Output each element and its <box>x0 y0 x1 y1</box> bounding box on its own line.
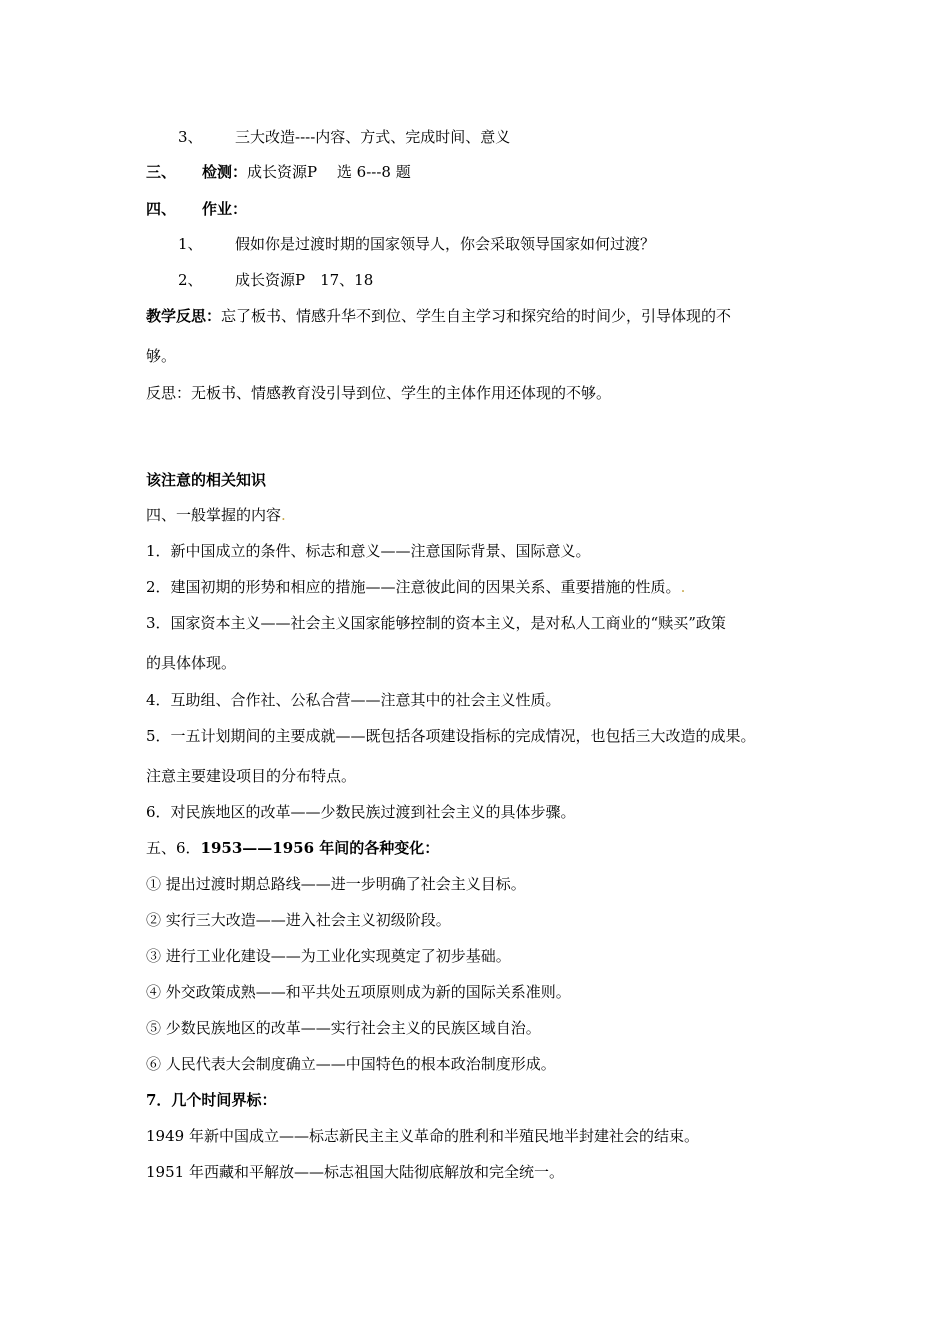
knowledge-item-6: 6．对民族地区的改革——少数民族过渡到社会主义的具体步骤。 <box>146 803 576 821</box>
knowledge-item-2-text: 2．建国初期的形势和相应的措施——注意彼此间的因果关系、重要措施的性质。 <box>146 578 681 596</box>
change-item-5: ⑤ 少数民族地区的改革——实行社会主义的民族区域自治。 <box>146 1019 541 1037</box>
item-text: 假如你是过渡时期的国家领导人，你会采取领导国家如何过渡？ <box>235 235 656 253</box>
change-item-3: ③ 进行工业化建设——为工业化实现奠定了初步基础。 <box>146 947 511 965</box>
homework-item-1 <box>178 234 655 254</box>
general-content <box>146 505 286 525</box>
item-number: 1、 <box>178 235 203 253</box>
stray-mark: . <box>680 578 686 596</box>
knowledge-item-3-cont: 的具体体现。 <box>146 654 237 672</box>
homework-item-2 <box>178 270 373 290</box>
general-content-text: 四、一般掌握的内容 <box>146 506 282 524</box>
section-label: 作业： <box>202 200 248 218</box>
change-item-1: ① 提出过渡时期总路线——进一步明确了社会主义目标。 <box>146 875 526 893</box>
section-text: 成长资源P 选 6---8 题 <box>247 163 411 181</box>
time-markers-heading: 7．几个时间界标： <box>146 1091 277 1109</box>
item-number: 3、 <box>178 128 203 146</box>
reflection-label: 教学反思： <box>146 307 222 325</box>
reflection-2: 反思：无板书、情感教育没引导到位、学生的主体作用还体现的不够。 <box>146 384 612 402</box>
knowledge-heading: 该注意的相关知识 <box>146 471 267 489</box>
changes-heading <box>146 838 439 858</box>
item-text: 成长资源P 17、18 <box>235 271 374 289</box>
section-label: 检测： <box>202 163 248 181</box>
time-marker-1: 1949 年新中国成立——标志新民主主义革命的胜利和半殖民地半封建社会的结束。 <box>146 1127 699 1145</box>
stray-mark: . <box>281 506 286 524</box>
section-number: 三、 <box>146 163 177 181</box>
time-marker-2: 1951 年西藏和平解放——标志祖国大陆彻底解放和完全统一。 <box>146 1163 564 1181</box>
knowledge-item-1: 1．新中国成立的条件、标志和意义——注意国际背景、国际意义。 <box>146 542 591 560</box>
section-number: 四、 <box>146 200 177 218</box>
knowledge-item-2 <box>146 577 685 597</box>
section-test <box>146 162 411 182</box>
knowledge-item-3: 3．国家资本主义——社会主义国家能够控制的资本主义，是对私人工商业的“赎买”政策 <box>146 614 726 632</box>
change-item-4: ④ 外交政策成熟——和平共处五项原则成为新的国际关系准则。 <box>146 983 571 1001</box>
item-number: 2、 <box>178 271 203 289</box>
teaching-reflection-cont <box>146 346 176 366</box>
teaching-reflection <box>146 306 731 326</box>
section-item-3 <box>178 127 510 147</box>
knowledge-item-5: 5．一五计划期间的主要成就——既包括各项建设指标的完成情况，也包括三大改造的成果。 <box>146 727 756 745</box>
reflection-text: 忘了板书、情感升华不到位、学生自主学习和探究给的时间少，引导体现的不 <box>221 307 732 325</box>
reflection-text-cont: 够。 <box>146 347 177 365</box>
item-text: 三大改造----内容、方式、完成时间、意义 <box>235 128 511 146</box>
knowledge-item-5-cont: 注意主要建设项目的分布特点。 <box>146 767 357 785</box>
changes-prefix: 五、6． <box>146 839 201 857</box>
change-item-6: ⑥ 人民代表大会制度确立——中国特色的根本政治制度形成。 <box>146 1055 556 1073</box>
changes-title: 1953——1956 年间的各种变化： <box>200 839 440 857</box>
change-item-2: ② 实行三大改造——进入社会主义初级阶段。 <box>146 911 451 929</box>
knowledge-item-4: 4．互助组、合作社、公私合营——注意其中的社会主义性质。 <box>146 691 561 709</box>
section-homework <box>146 199 247 219</box>
